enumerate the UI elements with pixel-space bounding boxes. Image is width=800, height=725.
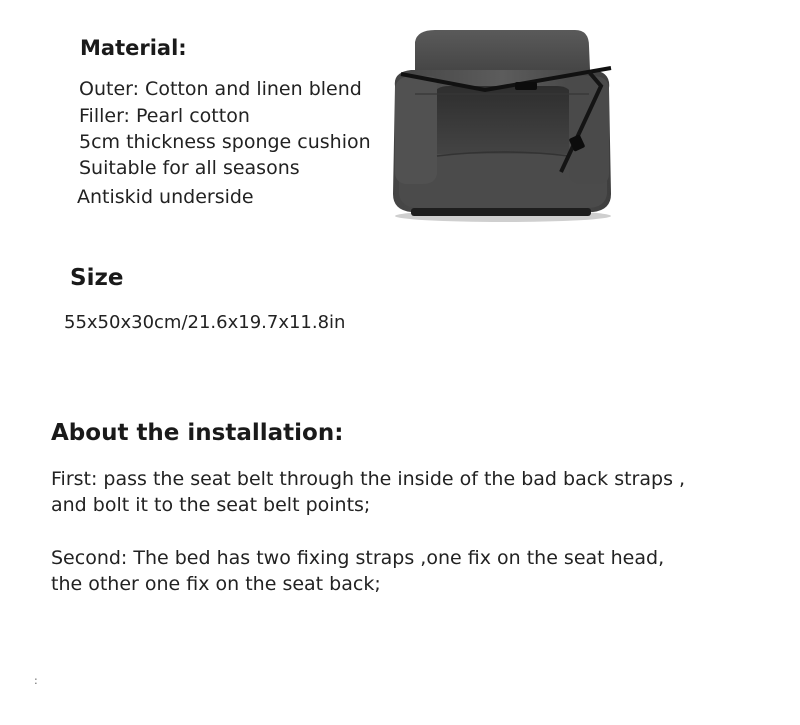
material-line-outer: Outer: Cotton and linen blend [79, 78, 362, 100]
stray-mark: : [34, 674, 38, 687]
install-second-line-2: the other one fix on the seat back; [51, 573, 381, 595]
install-second-line-1: Second: The bed has two fixing straps ,one fix on the seat head, [51, 547, 665, 569]
material-line-antiskid: Antiskid underside [77, 186, 254, 208]
size-heading: Size [70, 265, 124, 291]
dog-bed-product-image [375, 24, 630, 224]
install-first-line-1: First: pass the seat belt through the inside of the bad back straps , [51, 468, 686, 490]
material-line-sponge: 5cm thickness sponge cushion [79, 131, 371, 153]
size-value: 55x50x30cm/21.6x19.7x11.8in [64, 312, 346, 333]
material-heading: Material: [80, 36, 187, 60]
installation-heading: About the installation: [51, 420, 344, 446]
material-line-filler: Filler: Pearl cotton [79, 105, 250, 127]
install-first-line-2: and bolt it to the seat belt points; [51, 494, 371, 516]
material-line-seasons: Suitable for all seasons [79, 157, 300, 179]
